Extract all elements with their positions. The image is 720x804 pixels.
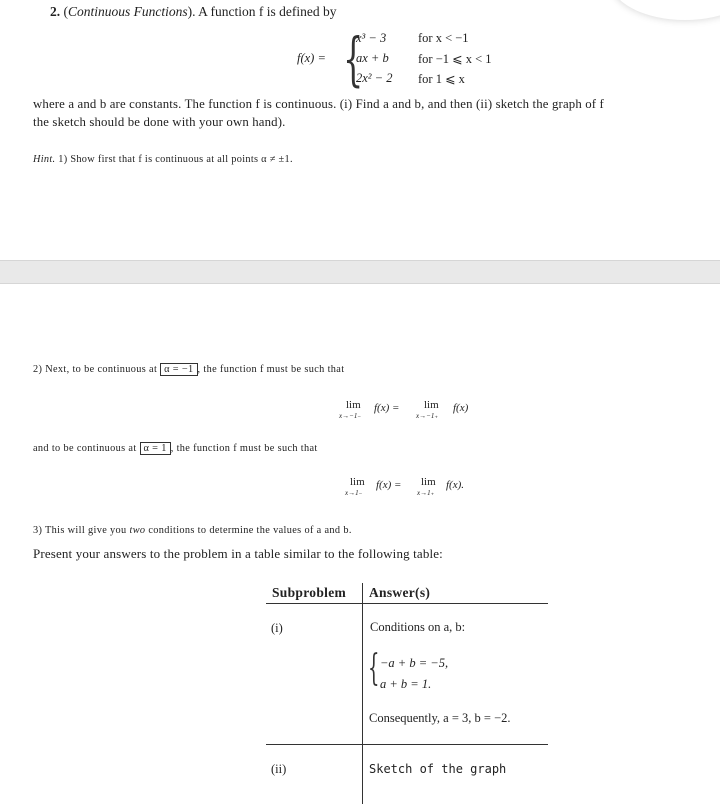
- step2-line1: [33, 364, 344, 375]
- limit1-right-sub: x→−1₊: [416, 412, 439, 420]
- piece-expr-1: x³ − 3: [356, 31, 387, 45]
- piece-expr-2: ax + b: [356, 51, 389, 65]
- limit2-left-sub: x→1₋: [345, 489, 363, 497]
- problem-heading: 2. (Continuous Functions). A function f is defined by: [50, 4, 337, 19]
- table-row-2-answer: Sketch of the graph: [369, 762, 507, 776]
- table-row-rule: [266, 744, 548, 745]
- table-row-1-eq2: a + b = 1.: [380, 677, 432, 691]
- table-row-1-conditions-label: Conditions on a, b:: [370, 620, 466, 634]
- table-header-subproblem: Subproblem: [272, 585, 347, 600]
- piece-cond-3: for 1 ⩽ x: [418, 72, 465, 86]
- hint-text: 1) Show first that f is continuous at all points α ≠ ±1.: [58, 154, 293, 165]
- problem-intro: A function f is defined by: [198, 4, 337, 19]
- step3-before: 3) This will give you: [33, 525, 127, 536]
- piece-expr-3: 2x² − 2: [356, 71, 393, 85]
- table-header-answers: Answer(s): [369, 585, 431, 600]
- function-lhs: f(x) =: [297, 51, 326, 65]
- hint: [33, 154, 293, 165]
- system-brace: {: [368, 648, 380, 689]
- problem-statement-line2: the sketch should be done with your own hand).: [33, 115, 286, 129]
- boxed-point-minus-one: α = −1: [160, 363, 197, 376]
- limit1-right-lim: lim: [424, 399, 439, 411]
- step2-suffix: , the function f must be such that: [197, 364, 345, 375]
- problem-title: Continuous Functions: [68, 4, 188, 19]
- present-instruction: Present your answers to the problem in a table similar to the following table:: [33, 546, 443, 561]
- hint-label: Hint.: [33, 154, 56, 165]
- step2-line2-suffix: , the function f must be such that: [170, 443, 318, 454]
- table-row-2-sub: (ii): [271, 762, 287, 776]
- page-separator: [0, 260, 720, 284]
- step2-line2-prefix: and to be continuous at: [33, 443, 137, 454]
- limit2-mid: f(x) =: [376, 479, 402, 491]
- limit1-left-sub: x→−1₋: [339, 412, 362, 420]
- limit2-right-sub: x→1₊: [417, 489, 435, 497]
- table-row-1-consequently: Consequently, a = 3, b = −2.: [369, 711, 511, 725]
- limit1-mid: f(x) =: [374, 402, 400, 414]
- table-vertical-rule: [362, 583, 363, 804]
- profile-avatar-corner[interactable]: [610, 0, 720, 20]
- piecewise-brace: {: [343, 25, 364, 93]
- step3-after: conditions to determine the values of a and b.: [148, 525, 352, 536]
- step2-line2: [33, 443, 318, 454]
- problem-number: 2.: [50, 4, 61, 19]
- piece-cond-1: for x < −1: [418, 31, 469, 45]
- step3-emph: two: [129, 525, 146, 536]
- piece-cond-2: for −1 ⩽ x < 1: [418, 52, 492, 66]
- problem-statement-line1: where a and b are constants. The function f is continuous. (i) Find a and b, and then (ii) sketch the graph of f: [33, 97, 604, 111]
- limit2-end: f(x).: [446, 479, 465, 491]
- limit1-left-lim: lim: [346, 399, 361, 411]
- table-row-1-sub: (i): [271, 621, 283, 635]
- boxed-point-one: α = 1: [140, 442, 171, 455]
- limit2-left-lim: lim: [350, 476, 365, 488]
- table-header-rule: [266, 603, 548, 604]
- limit2-right-lim: lim: [421, 476, 436, 488]
- step2-prefix: 2) Next, to be continuous at: [33, 364, 158, 375]
- table-row-1-eq1: −a + b = −5,: [380, 656, 449, 670]
- step3-line: [33, 525, 352, 536]
- limit1-end: f(x): [453, 402, 469, 414]
